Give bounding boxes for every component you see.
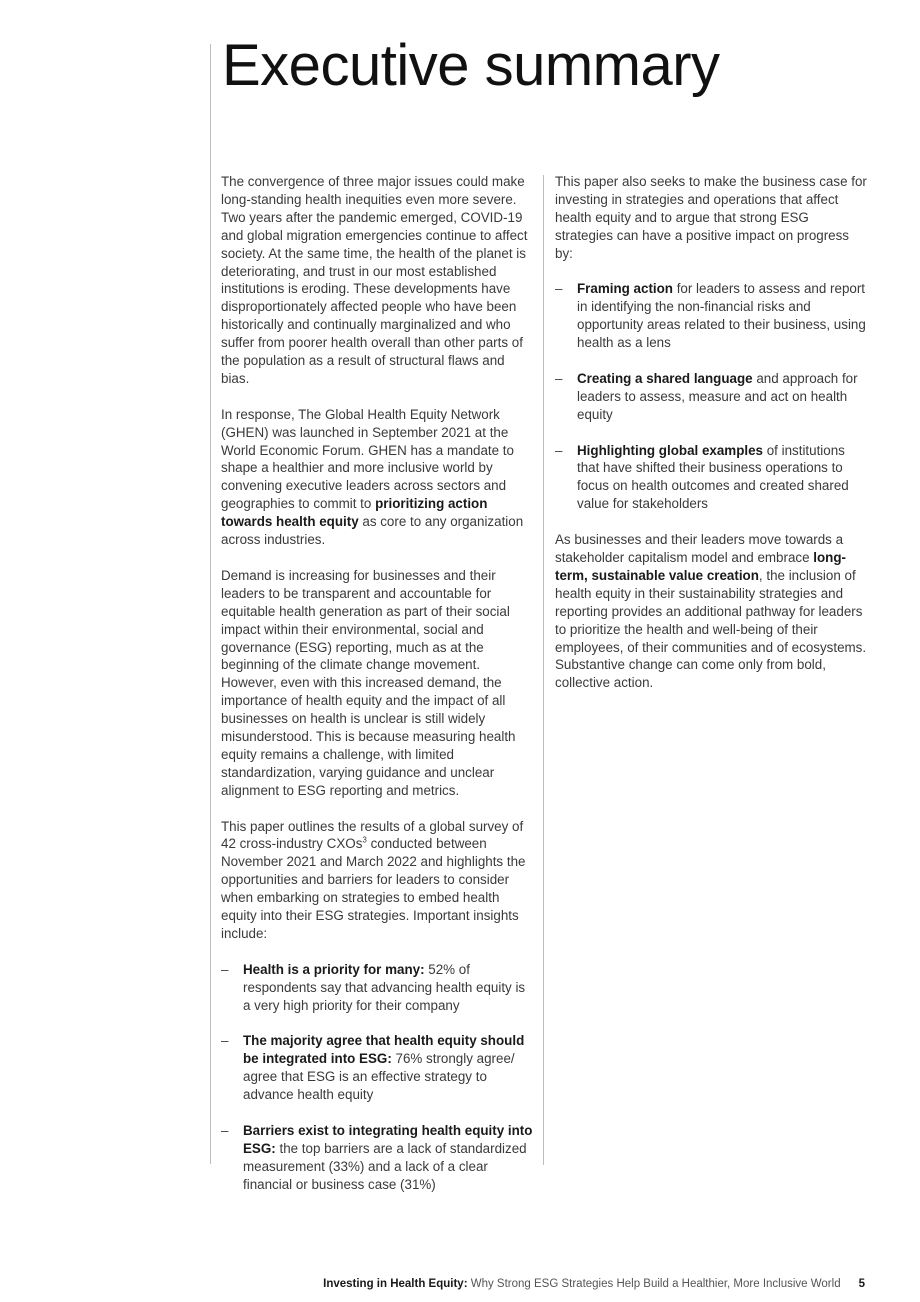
left-column xyxy=(221,173,536,1211)
list-item: – Framing action for leaders to assess and report in identifying the non-financial risks and opportunity areas related to their business, using health as a lens xyxy=(555,280,867,352)
paragraph-business-case: This paper also seeks to make the business case for investing in strategies and operations that affect health equity and to argue that strong ESG strategies can have a positive impact on progress by: xyxy=(555,174,867,261)
progress-list xyxy=(555,280,867,513)
emphasis-long-term: long-term, sustainable value creation xyxy=(555,549,846,583)
list-item: – Barriers exist to integrating health equity into ESG: the top barriers are a lack of standardized measurement (33%) and a lack of a clear financial or business case (31%) xyxy=(221,1122,536,1194)
list-item: – Creating a shared language and approach for leaders to assess, measure and act on health equity xyxy=(555,370,867,424)
footnote-ref: 3 xyxy=(362,836,367,846)
footer-report-title: Investing in Health Equity: xyxy=(323,1278,468,1290)
paragraph-ghen: In response, The Global Health Equity Network (GHEN) was launched in September 2021 at the World Economic Forum. GHEN has a mandate to shape a healthier and more inclusive world by convening executive leaders across sectors and geographies to commit to prioritizing action towards health equity as core to any organization across industries. xyxy=(221,406,524,548)
page-footer xyxy=(323,1278,865,1290)
emphasis-prioritizing: prioritizing action towards health equity xyxy=(221,496,488,530)
footer-subtitle: Why Strong ESG Strategies Help Build a Healthier, More Inclusive World xyxy=(467,1278,841,1290)
right-column xyxy=(555,173,867,710)
paragraph-survey: This paper outlines the results of a global survey of 42 cross-industry CXOs$^3$ conducted between November 2021 and March 2022 and highlights the opportunities and barriers for leaders to consider when embarking on strategies to embed health equity into their ESG strategies. Important insights include: xyxy=(221,818,526,942)
paragraph-demand: Demand is increasing for businesses and their leaders to be transparent and accountable for equitable health generation as part of their social impact within their environmental, social and governance (ESG) reporting, much as at the beginning of the climate change movement. However, even with this increased demand, the importance of health equity and the impact of all businesses on health is unclear is still widely misunderstood. This is because measuring health equity remains a challenge, with limited standardization, varying guidance and unclear alignment to ESG reporting and metrics. xyxy=(221,567,516,798)
page-title: Executive summary xyxy=(222,33,720,98)
insights-list xyxy=(221,961,536,1194)
list-item: – Highlighting global examples of institutions that have shifted their business operations to focus on health outcomes and created shared value for stakeholders xyxy=(555,442,867,514)
title-rule xyxy=(210,44,211,1164)
paragraph-convergence: The convergence of three major issues could make long-standing health inequities even more severe. Two years after the pandemic emerged, COVID-19 and global migration emergencies continue to affect society. At the same time, the health of the planet is deteriorating, and trust in our most established institutions is eroding. These developments have disproportionately affected people who have been historically and continually marginalized and who suffer from poorer health overall than other parts of the population as a result of structural flaws and bias. xyxy=(221,174,528,386)
page-number: 5 xyxy=(858,1278,865,1290)
column-rule xyxy=(543,175,544,1165)
list-item: – Health is a priority for many: 52% of respondents say that advancing health equity is a very high priority for their company xyxy=(221,961,536,1015)
paragraph-stakeholder: As businesses and their leaders move towards a stakeholder capitalism model and embrace long-term, sustainable value creation, the inclusion of health equity in their sustainability strategies and reporting provides an additional pathway for leaders to prioritize the health and well-being of their employees, of their communities and of ecosystems. Substantive change can come only from bold, collective action. xyxy=(555,532,867,691)
list-item: – The majority agree that health equity should be integrated into ESG: 76% strongly agree/ agree that ESG is an effective strategy to advance health equity xyxy=(221,1032,536,1104)
